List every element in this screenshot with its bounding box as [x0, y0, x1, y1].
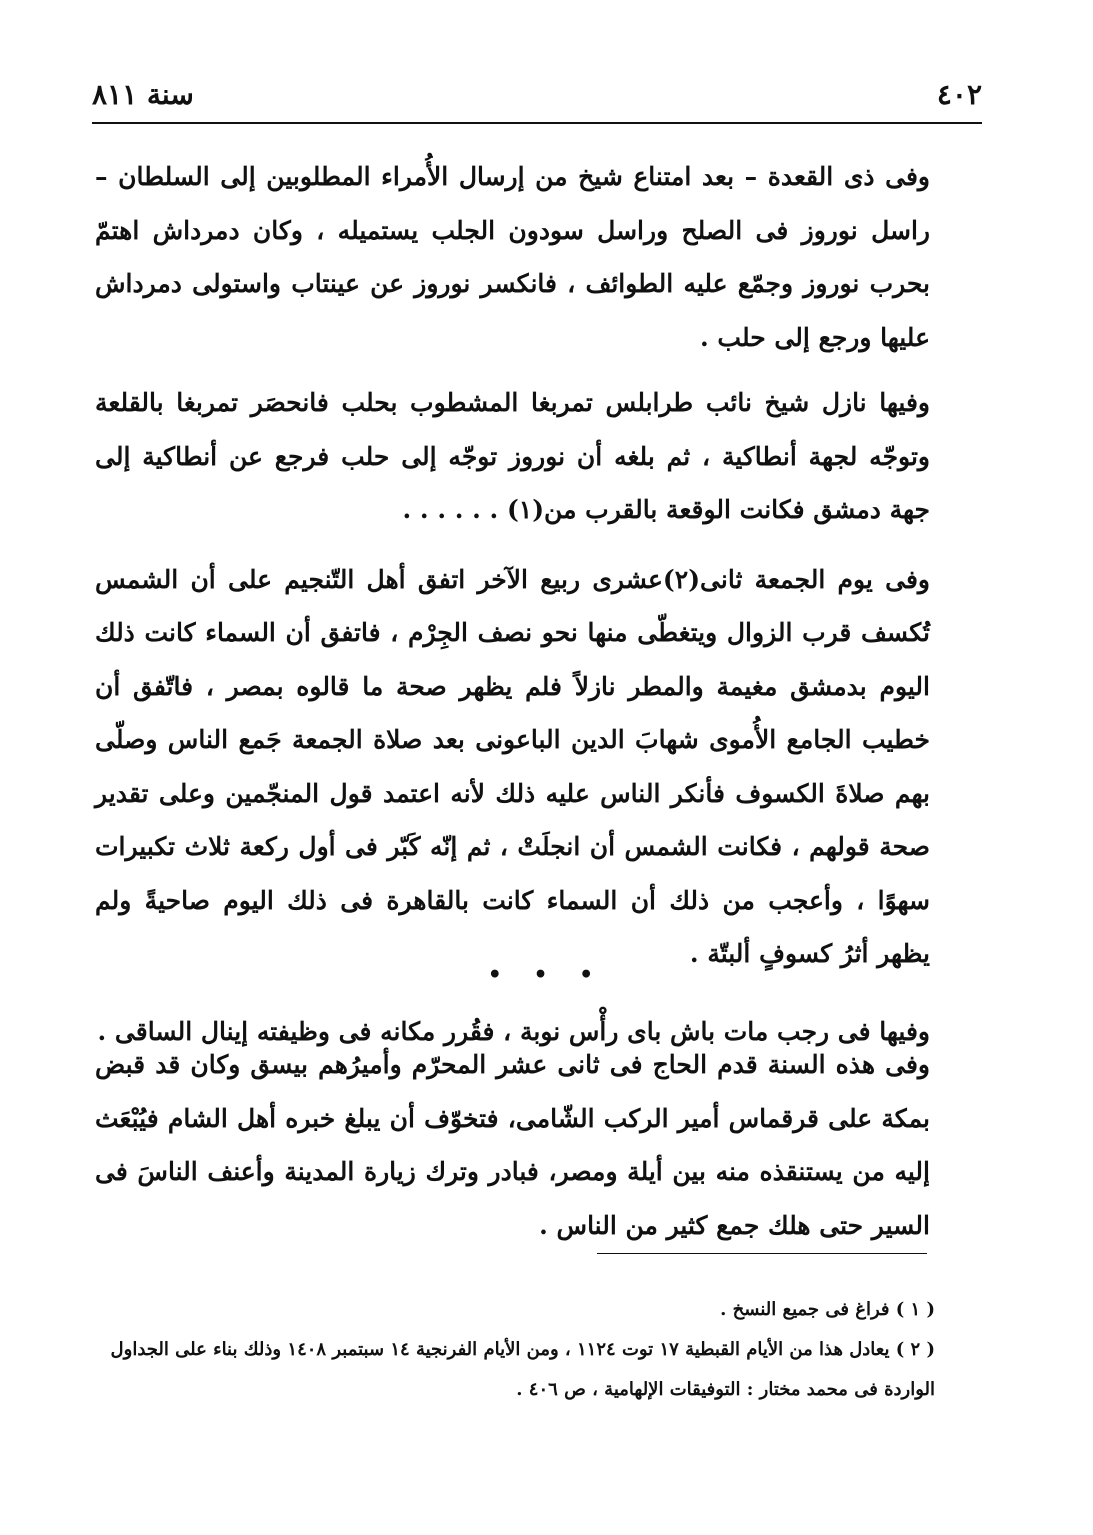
page-number: ٤٠٢: [936, 78, 982, 111]
paragraph: وفى ذى القعدة – بعد امتناع شيخ من إرسال الأُمراء المطلوبين إلى السلطان – راسل نوروز فى الصلح وراسل سودون الجلب يستميله ، وكان دمرداش اهتمّ بحرب نوروز وجمّع عليه الطوائف ، فانكسر نوروز عن عينتاب واستولى دمرداش عليها ورجع إلى حلب .: [95, 162, 930, 352]
header-rule: [92, 122, 982, 124]
paragraph: وفيها فى رجب مات باش باى رأْس نوبة ، فقُرر مكانه فى وظيفته إينال الساقى .: [97, 1016, 930, 1046]
main-text: [95, 150, 930, 1058]
footnote-rule: [597, 1253, 927, 1254]
page-header: [92, 78, 982, 118]
paragraph: وفى هذه السنة قدم الحاج فى ثانى عشر المحرّم وأميرُهم بيسق وكان قد قبض بمكة على قرقماس أمير الركب الشّامى، فتخوّف أن يبلغ خبره أهل الشام فيُبْعَث إليه من يستنقذه منه بين أيلة ومصر، فبادر وترك زيارة المدينة وأعنف الناسَ فى السير حتى هلك جمع كثير من الناس .: [95, 1050, 930, 1240]
footnote: ( ٢ ) يعادل هذا من الأيام القبطية ١٧ توت ١١٢٤ ، ومن الأيام الفرنجية ١٤ سبتمبر ١٤٠٨ وذلك بناء على الجداول الواردة فى محمد مختار : التوفيقات الإلهامية ، ص ٤٠٦ .: [110, 1339, 935, 1400]
year-title: سنة ٨١١: [92, 78, 194, 111]
main-text-section-2: [95, 1038, 930, 1252]
footnotes: [95, 1290, 935, 1410]
footnote: ( ١ ) فراغ فى جميع النسخ .: [720, 1299, 935, 1320]
paragraph: وفى يوم الجمعة ثانى(٢)عشرى ربيع الآخر اتفق أهل التّنجيم على أن الشمس تُكسف قرب الزوال ويتغطّى منها نحو نصف الجِرْم ، فاتفق أن السماء كانت ذلك اليوم بدمشق مغيمة والمطر نازلاً فلم يظهر صحة ما قالوه بمصر ، فاتّفق أن خطيب الجامع الأُموى شهابَ الدين الباعونى بعد صلاة الجمعة جَمع الناس وصلّى بهم صلاةَ الكسوف فأنكر الناس عليه ذلك لأنه اعتمد قول المنجّمين وعلى تقدير صحة قولهم ، فكانت الشمس أن انجلَتْ ، ثم إنّه كَبّر فى أول ركعة ثلاث تكبيرات سهوًا ، وأعجب من ذلك أن السماء كانت بالقاهرة فى ذلك اليوم صاحيةً ولم يظهر أثرُ كسوفٍ ألبتّة .: [95, 564, 931, 968]
paragraph: وفيها نازل شيخ نائب طرابلس تمربغا المشطوب بحلب فانحصَر تمربغا بالقلعة وتوجّه لجهة أنطاكية ، ثم بلغه أن نوروز توجّه إلى حلب فرجع عن أنطاكية إلى جهة دمشق فكانت الوقعة بالقرب من(١) . . . . . .: [95, 388, 930, 524]
section-separator: • • •: [487, 962, 606, 988]
